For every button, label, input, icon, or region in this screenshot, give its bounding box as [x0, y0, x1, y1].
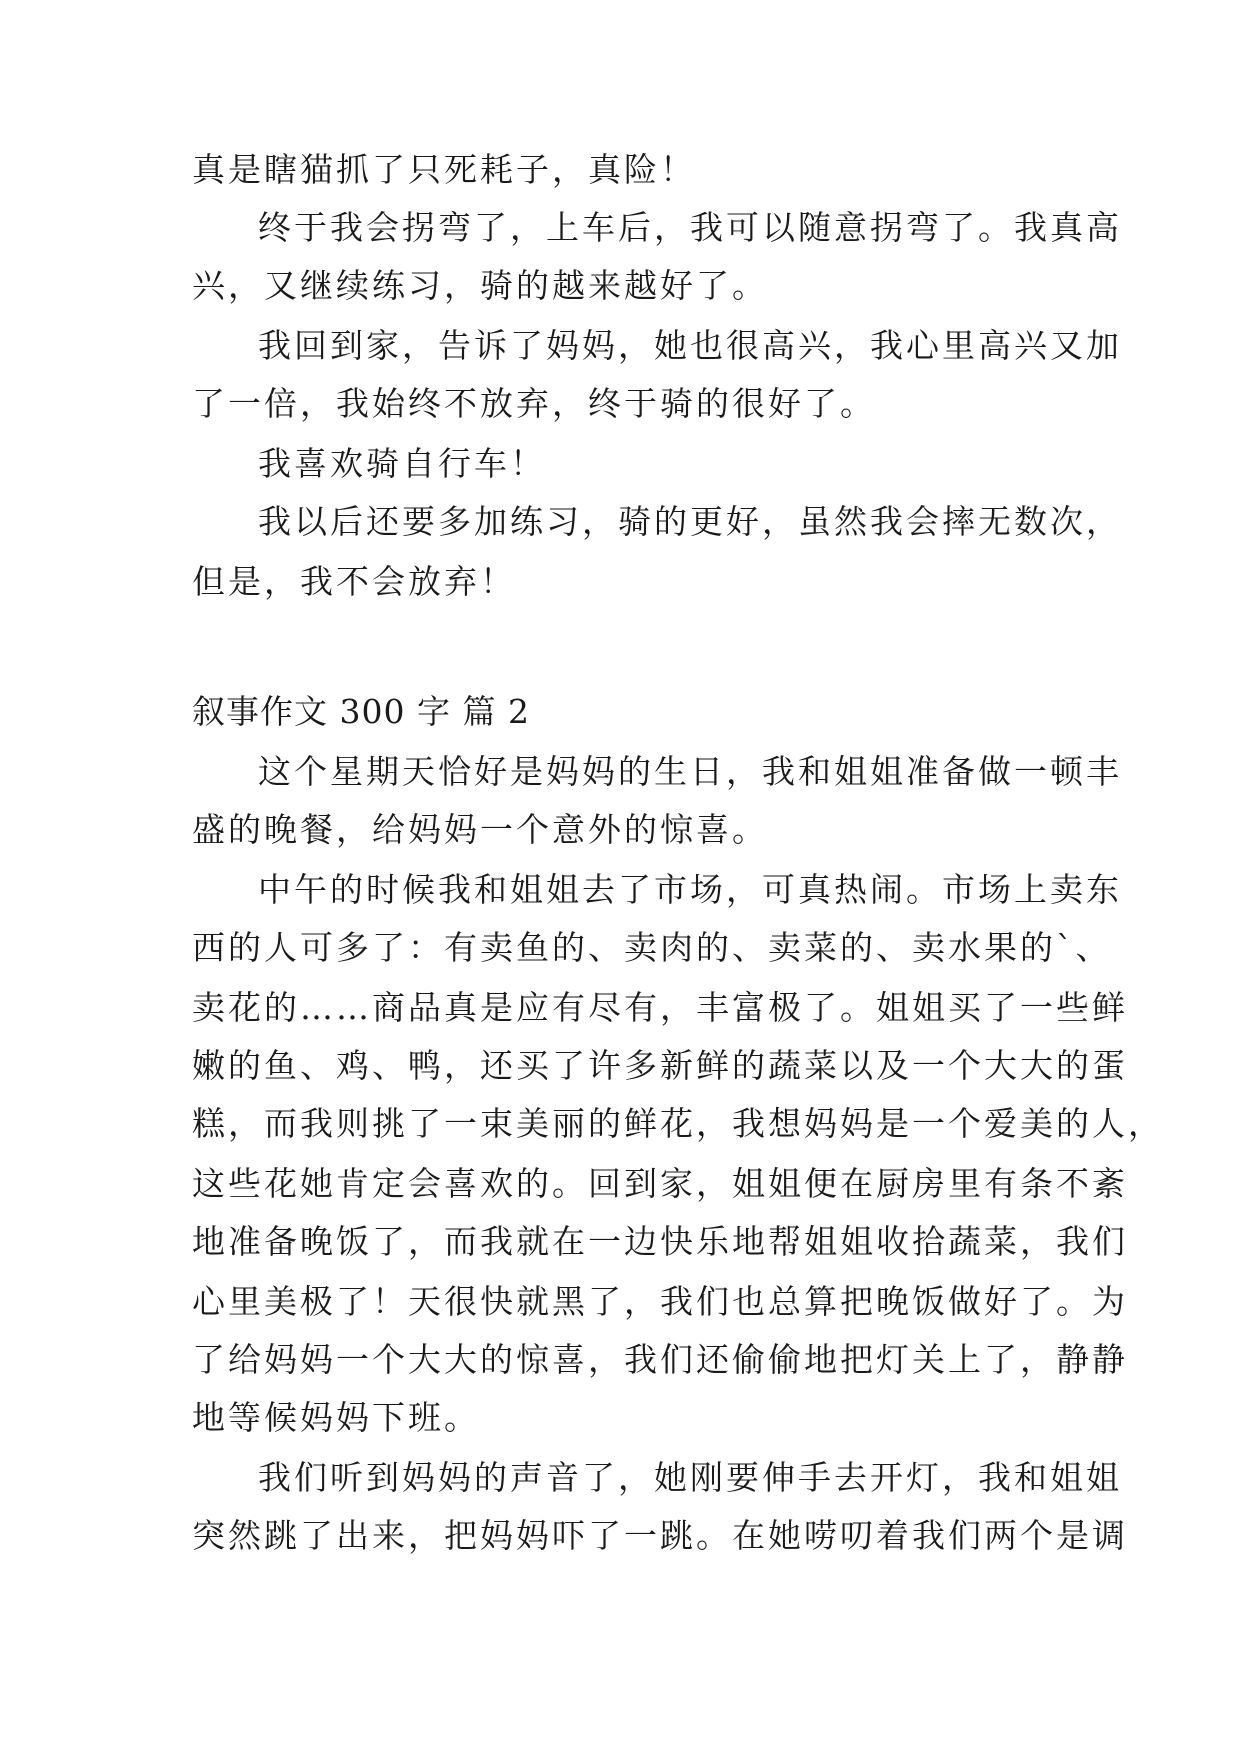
text-line: 卖花的……商品真是应有尽有，丰富极了。姐姐买了一些鲜 — [192, 988, 1128, 1027]
text-line: 地等候妈妈下班。 — [192, 1398, 480, 1437]
text-line: 我们听到妈妈的声音了，她刚要伸手去开灯，我和姐姐 — [258, 1458, 1122, 1497]
text-line: 糕，而我则挑了一束美丽的鲜花，我想妈妈是一个爱美的人， — [192, 1104, 1164, 1143]
text-line: 我回到家，告诉了妈妈，她也很高兴，我心里高兴又加 — [258, 326, 1122, 365]
text-line: 这些花她肯定会喜欢的。回到家，姐姐便在厨房里有条不紊 — [192, 1164, 1128, 1203]
text-line: 西的人可多了：有卖鱼的、卖肉的、卖菜的、卖水果的`、 — [192, 928, 1112, 967]
text-line: 我以后还要多加练习，骑的更好，虽然我会摔无数次， — [258, 502, 1122, 541]
section-heading: 叙事作文 300 字 篇 2 — [192, 692, 530, 731]
text-line: 但是，我不会放弃！ — [192, 562, 516, 601]
text-line: 了给妈妈一个大大的惊喜，我们还偷偷地把灯关上了，静静 — [192, 1340, 1128, 1379]
text-line: 兴，又继续练习，骑的越来越好了。 — [192, 266, 768, 305]
text-line: 了一倍，我始终不放弃，终于骑的很好了。 — [192, 384, 876, 423]
text-line: 这个星期天恰好是妈妈的生日，我和姐姐准备做一顿丰 — [258, 752, 1122, 791]
text-line: 盛的晚餐，给妈妈一个意外的惊喜。 — [192, 810, 768, 849]
text-line: 终于我会拐弯了，上车后，我可以随意拐弯了。我真高 — [258, 208, 1122, 247]
text-line: 心里美极了！天很快就黑了，我们也总算把晚饭做好了。为 — [192, 1282, 1128, 1321]
text-line: 地准备晚饭了，而我就在一边快乐地帮姐姐收拾蔬菜，我们 — [192, 1222, 1128, 1261]
text-line: 中午的时候我和姐姐去了市场，可真热闹。市场上卖东 — [258, 870, 1122, 909]
text-line: 突然跳了出来，把妈妈吓了一跳。在她唠叨着我们两个是调 — [192, 1516, 1128, 1555]
text-line: 我喜欢骑自行车！ — [258, 444, 546, 483]
text-line: 嫩的鱼、鸡、鸭，还买了许多新鲜的蔬菜以及一个大大的蛋 — [192, 1046, 1128, 1085]
text-line: 真是瞎猫抓了只死耗子，真险！ — [192, 150, 696, 189]
